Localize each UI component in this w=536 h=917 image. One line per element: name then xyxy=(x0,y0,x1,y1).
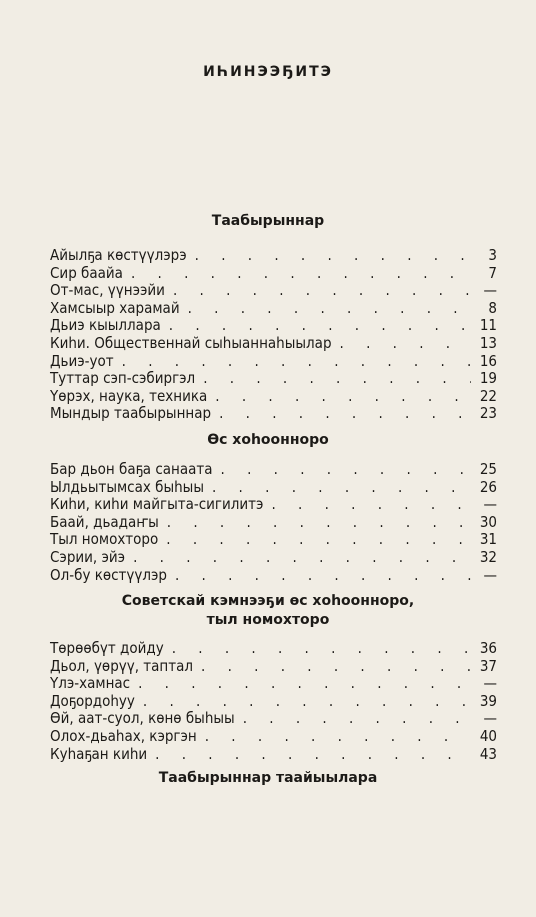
dot-leader xyxy=(188,300,471,318)
toc-entry-page: 25 xyxy=(479,460,497,478)
toc-entry xyxy=(50,658,497,676)
toc-entry-label: Үөрэх, наука, техника xyxy=(50,386,208,405)
toc-entry-label: Тыл номохторо xyxy=(50,530,159,549)
toc-entry-page: — xyxy=(483,495,497,514)
dot-leader xyxy=(173,282,471,300)
toc-entry-page: 40 xyxy=(479,726,497,745)
toc-entry-page: 13 xyxy=(479,333,497,352)
toc-entry xyxy=(50,335,497,353)
dot-leader xyxy=(201,658,471,676)
toc-entry xyxy=(50,265,497,283)
dot-leader xyxy=(175,567,471,585)
toc-entry-label: Хамсыыр харамай xyxy=(50,298,180,317)
toc-entry xyxy=(50,710,497,728)
toc-entry-page: 11 xyxy=(479,316,497,335)
dot-leader xyxy=(212,479,471,497)
toc-entry-label: Дьол, үөрүү, таптал xyxy=(50,656,194,675)
dot-leader xyxy=(271,496,471,514)
dot-leader xyxy=(169,317,471,335)
toc-entry-label: Баай, дьадаҥы xyxy=(50,512,159,531)
toc-entry xyxy=(50,353,497,371)
section-heading-riddle-answers: Таабырыннар таайыылара xyxy=(158,770,378,786)
toc-entry-page: 23 xyxy=(479,404,497,423)
toc-entry-page: 26 xyxy=(479,477,497,496)
toc-entry xyxy=(50,247,497,265)
page-title: ИҺИНЭЭҔИТЭ xyxy=(203,64,333,80)
toc-entry xyxy=(50,496,497,514)
toc-entry-page: — xyxy=(483,709,497,728)
dot-leader xyxy=(131,265,471,283)
toc-entry xyxy=(50,461,497,479)
section-proverbs-entries xyxy=(50,461,497,584)
toc-entry-label: Айылҕа көстүүлэрэ xyxy=(50,246,187,264)
toc-entry-page: 8 xyxy=(488,298,497,317)
toc-entry-label: Олох-дьаһах, кэргэн xyxy=(50,726,197,745)
toc-entry xyxy=(50,514,497,532)
dot-leader xyxy=(143,693,471,711)
toc-entry-page: 30 xyxy=(479,512,497,531)
section-heading-soviet-proverbs: Советскай кэмнээҕи өс хоһоонноро, xyxy=(121,593,415,609)
toc-entry-label: Мындыр таабырыннар xyxy=(50,404,212,423)
toc-entry-page: 22 xyxy=(479,386,497,405)
toc-entry xyxy=(50,746,497,764)
toc-entry-page: — xyxy=(483,674,497,693)
toc-entry-label: Үлэ-хамнас xyxy=(50,674,131,693)
dot-leader xyxy=(155,746,471,764)
toc-entry-label: Ол-бу көстүүлэр xyxy=(50,565,167,584)
toc-entry xyxy=(50,282,497,300)
toc-entry-page: — xyxy=(483,281,497,300)
toc-entry xyxy=(50,531,497,549)
toc-entry xyxy=(50,549,497,567)
toc-entry xyxy=(50,567,497,585)
dot-leader xyxy=(219,405,471,423)
dot-leader xyxy=(215,388,471,406)
toc-entry-label: Доҕордоһуу xyxy=(50,691,135,710)
toc-entry-label: Ылдьытымсах быһыы xyxy=(50,477,204,496)
toc-entry-page: 16 xyxy=(479,351,497,370)
section-soviet-proverbs-entries xyxy=(50,640,497,763)
toc-entry-page: 36 xyxy=(479,639,497,657)
dot-leader xyxy=(166,531,471,549)
toc-entry-page: 32 xyxy=(479,547,497,566)
toc-entry-label: Төрөөбүт дойду xyxy=(50,639,164,657)
dot-leader xyxy=(138,675,471,693)
section-subheading-soviet-proverbs: тыл номохторо xyxy=(206,612,330,628)
toc-entry xyxy=(50,317,497,335)
toc-entry xyxy=(50,693,497,711)
toc-entry xyxy=(50,300,497,318)
toc-entry-page: 43 xyxy=(479,744,497,763)
dot-leader xyxy=(340,335,471,353)
toc-entry-page: 19 xyxy=(479,369,497,388)
toc-entry xyxy=(50,675,497,693)
toc-entry-page: 39 xyxy=(479,691,497,710)
toc-entry xyxy=(50,479,497,497)
dot-leader xyxy=(172,640,471,658)
section-heading-proverbs: Өс хоһооннoро xyxy=(207,432,329,448)
toc-entry xyxy=(50,405,497,423)
toc-entry-label: Киһи. Общественнай сыһыаннаһыылар xyxy=(50,333,332,352)
toc-entry-label: Өй, аат-суол, көнө быһыы xyxy=(50,709,235,728)
dot-leader xyxy=(221,461,471,479)
toc-entry xyxy=(50,640,497,658)
toc-entry-page: 31 xyxy=(479,530,497,549)
toc-entry xyxy=(50,370,497,388)
toc-entry-label: Сэрии, эйэ xyxy=(50,547,126,566)
toc-entry-label: Киһи, киһи майгыта-сигилитэ xyxy=(50,495,264,514)
toc-entry-page: 3 xyxy=(488,246,497,264)
toc-entry-label: Сир баайа xyxy=(50,263,123,282)
section-riddles-entries xyxy=(50,247,497,423)
dot-leader xyxy=(203,370,471,388)
toc-entry-label: От-мас, үүнээйи xyxy=(50,281,165,300)
toc-entry-page: 7 xyxy=(488,263,497,282)
dot-leader xyxy=(205,728,471,746)
section-heading-riddles: Таабырыннар xyxy=(211,213,325,229)
toc-entry xyxy=(50,728,497,746)
toc-entry-page: 37 xyxy=(479,656,497,675)
dot-leader xyxy=(243,710,471,728)
toc-entry-label: Куһаҕан киһи xyxy=(50,744,148,763)
dot-leader xyxy=(167,514,471,532)
toc-entry-label: Дьиэ-уот xyxy=(50,351,114,370)
dot-leader xyxy=(122,353,471,371)
toc-entry-label: Бар дьон баҕа санаата xyxy=(50,460,213,478)
toc-entry-label: Туттар сэп-сэбиргэл xyxy=(50,369,196,388)
dot-leader xyxy=(195,247,471,265)
toc-entry-label: Дьиэ кыыллара xyxy=(50,316,161,335)
toc-entry xyxy=(50,388,497,406)
toc-entry-page: — xyxy=(483,565,497,584)
dot-leader xyxy=(133,549,471,567)
